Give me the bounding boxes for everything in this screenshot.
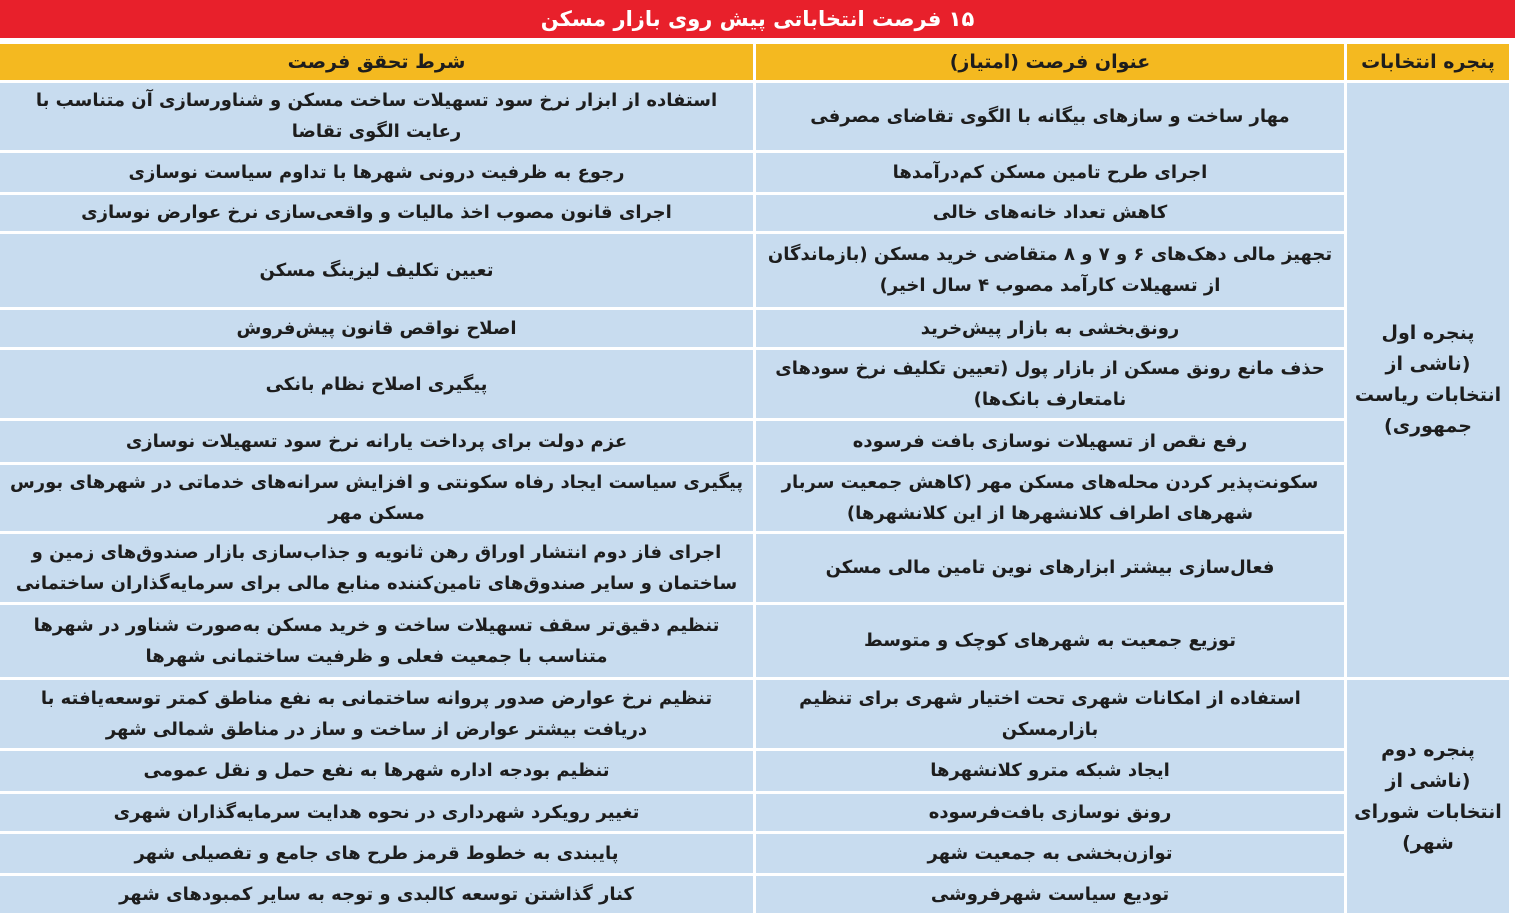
table-title: ۱۵ فرصت انتخاباتی پیش روی بازار مسکن [0,0,1515,38]
opportunity-cell: تجهیز مالی دهک‌های ۶ و ۷ و ۸ متقاضی خرید مسکن (بازماندگان از تسهیلات کارآمد مصوب ۴ سال اخیر) [756,234,1344,307]
condition-cell: تغییر رویکرد شهرداری در نحوه هدایت سرمایه‌گذاران شهری [0,794,753,831]
condition-cell: پیگیری سیاست ایجاد رفاه سکونتی و افزایش سرانه‌های خدماتی در شهرهای بورس مسکن مهر [0,465,753,532]
condition-cell: رجوع به ظرفیت درونی شهرها با تداوم سیاست نوسازی [0,153,753,192]
opportunity-cell: رفع نقص از تسهیلات نوسازی بافت فرسوده [756,421,1344,461]
table-row [0,153,1509,192]
opportunity-cell: ایجاد شبکه مترو کلانشهرها [756,751,1344,791]
table-row [0,605,1509,678]
opportunity-cell: توزیع جمعیت به شهرهای کوچک و متوسط [756,605,1344,678]
table-row [0,195,1509,231]
condition-cell: پایبندی به خطوط قرمز طرح های جامع و تفصیلی شهر [0,834,753,872]
condition-cell: اجرای قانون مصوب اخذ مالیات و واقعی‌سازی نرخ عوارض نوسازی [0,195,753,231]
table-row [0,794,1509,831]
opportunity-cell: رونق نوسازی بافت‌فرسوده [756,794,1344,831]
header-row [0,44,1509,80]
condition-cell: کنار گذاشتن توسعه کالبدی و توجه به سایر کمبودهای شهر [0,876,753,913]
condition-cell: عزم دولت برای پرداخت یارانه نرخ سود تسهیلات نوسازی [0,421,753,461]
header-condition: شرط تحقق فرصت [0,44,753,80]
opportunity-cell: استفاده از امکانات شهری تحت اختیار شهری برای تنظیم بازارمسکن [756,680,1344,748]
opportunity-cell: سکونت‌پذیر کردن محله‌های مسکن مهر (کاهش جمعیت سربار شهرهای اطراف کلانشهرها از این کلانشهرها) [756,465,1344,532]
opportunities-table [0,41,1512,916]
condition-cell: اجرای فاز دوم انتشار اوراق رهن ثانویه و جذاب‌سازی بازار صندوق‌های زمین و ساختمان و سایر صندوق‌های تامین‌کننده منابع مالی برای سرمایه‌گذاران ساختمانی [0,534,753,602]
opportunity-cell: توازن‌بخشی به جمعیت شهر [756,834,1344,872]
window-second: پنجره دوم (ناشی از انتخابات شورای شهر) [1347,680,1509,913]
condition-cell: اصلاح نواقص قانون پیش‌فروش [0,310,753,347]
condition-cell: استفاده از ابزار نرخ سود تسهیلات ساخت مسکن و شناورسازی آن متناسب با رعایت الگوی تقاضا [0,83,753,150]
table-row [0,234,1509,307]
opportunity-cell: تودیع سیاست شهرفروشی [756,876,1344,913]
table-row [0,350,1509,419]
opportunity-cell: رونق‌بخشی به بازار پیش‌خرید [756,310,1344,347]
condition-cell: پیگیری اصلاح نظام بانکی [0,350,753,419]
table-row [0,876,1509,913]
table-row [0,465,1509,532]
condition-cell: تنظیم دقیق‌تر سقف تسهیلات ساخت و خرید مسکن به‌صورت شناور در شهرها متناسب با جمعیت فعلی و ظرفیت ساختمانی شهرها [0,605,753,678]
table-row [0,834,1509,872]
condition-cell: تنظیم بودجه اداره شهرها به نفع حمل و نقل عمومی [0,751,753,791]
table-row [0,83,1509,150]
table-row [0,421,1509,461]
condition-cell: تعیین تکلیف لیزینگ مسکن [0,234,753,307]
opportunity-cell: فعال‌سازی بیشتر ابزارهای نوین تامین مالی مسکن [756,534,1344,602]
opportunity-cell: حذف مانع رونق مسکن از بازار پول (تعیین تکلیف نرخ سودهای نامتعارف بانک‌ها) [756,350,1344,419]
header-opportunity: عنوان فرصت (امتیاز) [756,44,1344,80]
table-row [0,534,1509,602]
table-row [0,310,1509,347]
table-row [0,680,1509,748]
opportunity-cell: کاهش تعداد خانه‌های خالی [756,195,1344,231]
condition-cell: تنظیم نرخ عوارض صدور پروانه ساختمانی به نفع مناطق کمتر توسعه‌یافته با دریافت بیشتر عوارض از ساخت و ساز در مناطق شمالی شهر [0,680,753,748]
opportunity-cell: اجرای طرح تامین مسکن کم‌درآمدها [756,153,1344,192]
opportunity-cell: مهار ساخت و سازهای بیگانه با الگوی تقاضای مصرفی [756,83,1344,150]
window-first: پنجره اول (ناشی از انتخابات ریاست جمهوری) [1347,83,1509,677]
table-row [0,751,1509,791]
header-window: پنجره انتخابات [1347,44,1509,80]
